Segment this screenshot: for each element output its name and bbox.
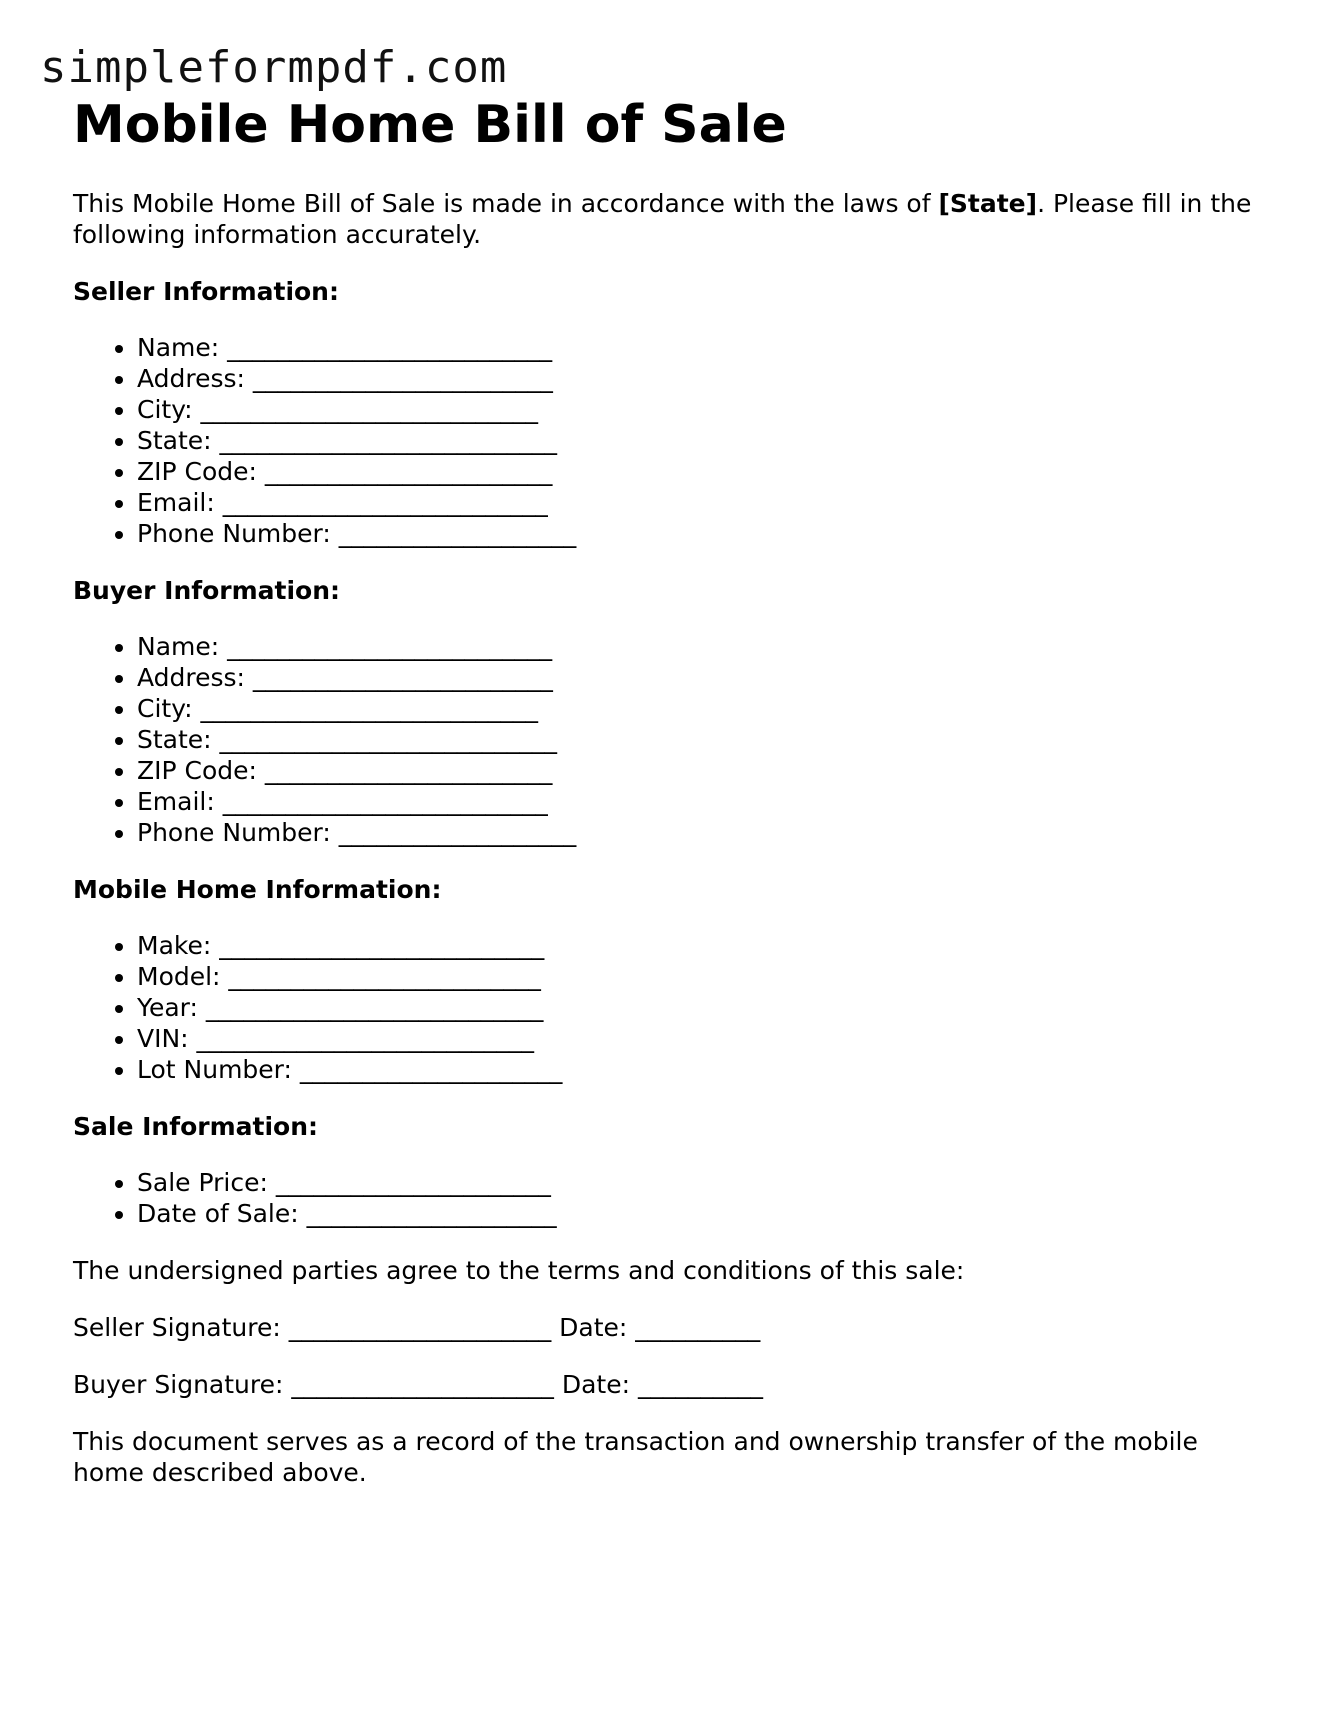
mobile-home-lot-number-field: • Lot Number: _____________________ xyxy=(137,1054,1253,1085)
page-title: Mobile Home Bill of Sale xyxy=(73,95,787,155)
seller-zip-field: • ZIP Code: _______________________ xyxy=(137,456,1253,487)
mobile-home-heading: Mobile Home Information: xyxy=(73,875,442,904)
intro-text-before: This Mobile Home Bill of Sale is made in accordance with the laws of xyxy=(73,189,939,218)
sale-date-field: • Date of Sale: ____________________ xyxy=(137,1198,1253,1229)
seller-city-field: • City: ___________________________ xyxy=(137,394,1253,425)
buyer-phone-field: • Phone Number: ___________________ xyxy=(137,817,1253,848)
sale-fields-list xyxy=(73,1167,1253,1229)
seller-address-field: • Address: ________________________ xyxy=(137,363,1253,394)
mobile-home-model-field: • Model: _________________________ xyxy=(137,961,1253,992)
seller-phone-field: • Phone Number: ___________________ xyxy=(137,518,1253,549)
buyer-state-field: • State: ___________________________ xyxy=(137,724,1253,755)
seller-name-field: • Name: __________________________ xyxy=(137,332,1253,363)
buyer-fields-list xyxy=(73,631,1253,848)
buyer-heading: Buyer Information: xyxy=(73,576,341,605)
intro-state-placeholder: [State] xyxy=(938,189,1038,218)
buyer-zip-field: • ZIP Code: _______________________ xyxy=(137,755,1253,786)
seller-email-field: • Email: __________________________ xyxy=(137,487,1253,518)
seller-state-field: • State: ___________________________ xyxy=(137,425,1253,456)
buyer-signature-line: Buyer Signature: _____________________ Date: __________ xyxy=(73,1370,763,1399)
watermark: simpleformpdf.com xyxy=(40,42,508,93)
sale-price-field: • Sale Price: ______________________ xyxy=(137,1167,1253,1198)
mobile-home-year-field: • Year: ___________________________ xyxy=(137,992,1253,1023)
agreement-statement: The undersigned parties agree to the terms and conditions of this sale: xyxy=(73,1256,965,1285)
buyer-name-field: • Name: __________________________ xyxy=(137,631,1253,662)
seller-fields-list xyxy=(73,332,1253,549)
seller-heading: Seller Information: xyxy=(73,277,339,306)
sale-heading: Sale Information: xyxy=(73,1112,318,1141)
intro-paragraph xyxy=(73,188,1253,250)
buyer-email-field: • Email: __________________________ xyxy=(137,786,1253,817)
intro-text-after: . Please fill in the following information accurately. xyxy=(73,189,1252,249)
closing-statement: This document serves as a record of the transaction and ownership transfer of the mobile home described above. xyxy=(73,1427,1198,1487)
buyer-city-field: • City: ___________________________ xyxy=(137,693,1253,724)
mobile-home-make-field: • Make: __________________________ xyxy=(137,930,1253,961)
mobile-home-fields-list xyxy=(73,930,1253,1085)
buyer-address-field: • Address: ________________________ xyxy=(137,662,1253,693)
document-body xyxy=(73,92,1253,1488)
mobile-home-vin-field: • VIN: ___________________________ xyxy=(137,1023,1253,1054)
seller-signature-line: Seller Signature: _____________________ Date: __________ xyxy=(73,1313,761,1342)
